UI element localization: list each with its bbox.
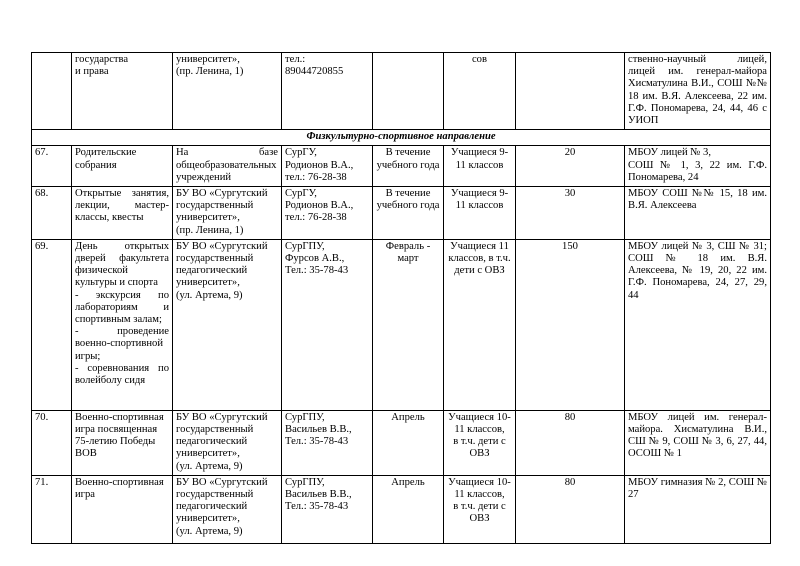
cell-event: День открытых дверей факультета физической культуры и спорта - экскурсия по лабораториям и спортивным залам; - проведение военно-спортивной игры; - соревнования по волейболу сидя [72,239,173,410]
cell-count: 30 [516,187,625,240]
cell-participants: Учащиеся 9-11 классов [444,146,516,187]
cell-place: БУ ВО «Сургутский государственный педагогический университет», (ул. Артема, 9) [173,475,282,543]
table-row [32,146,771,187]
cell-schools: МБОУ лицей № 3, СОШ № 1, 3, 22 им. Г.Ф. Пономарева, 24 [625,146,771,187]
cell-participants: Учащиеся 9-11 классов [444,187,516,240]
cell-schools: МБОУ лицей № 3, СШ № 31; СОШ № 18 им. В.Я. Алексеева, № 19, 20, 22 им. Г.Ф. Пономарева, 24, 27, 29, 44 [625,239,771,410]
cell-event: Военно-спортивная игра [72,475,173,543]
events-table [31,52,771,544]
cell-num: 71. [32,475,72,543]
cell-date: Апрель [373,475,444,543]
cell-event: Открытые занятия, лекции, мастер-классы, квесты [72,187,173,240]
cell-participants: Учащиеся 11 классов, в т.ч. дети с ОВЗ [444,239,516,410]
cell-count: 80 [516,410,625,475]
table-row [32,239,771,410]
cell-count: 150 [516,239,625,410]
cell-schools: ственно-научный лицей, лицей им. генерал-майора Хисматулина В.И., СОШ №№ 18 им. В.Я. Алексеева, 22 им. Г.Ф. Пономарева, 24, 44, 46 с УИОП [625,53,771,130]
cell-date: Февраль - март [373,239,444,410]
cell-place: университет», (пр. Ленина, 1) [173,53,282,130]
cell-count: 20 [516,146,625,187]
cell-date: Апрель [373,410,444,475]
cell-schools: МБОУ лицей им. генерал-майора. Хисматулина В.И., СШ № 9, СОШ № 3, 6, 27, 44, ОСОШ № 1 [625,410,771,475]
cell-num: 70. [32,410,72,475]
cell-date: В течение учебного года [373,187,444,240]
cell-event: Родительские собрания [72,146,173,187]
cell-event: государства и права [72,53,173,130]
cell-responsible: СурГПУ, Васильев В.В., Тел.: 35-78-43 [282,475,373,543]
table-row [32,475,771,543]
cell-num: 67. [32,146,72,187]
cell-responsible: тел.: 89044720855 [282,53,373,130]
cell-event: Военно-спортивная игра посвященная 75-летию Победы ВОВ [72,410,173,475]
cell-participants: сов [444,53,516,130]
cell-num: 68. [32,187,72,240]
cell-responsible: СурГПУ, Фурсов А.В., Тел.: 35-78-43 [282,239,373,410]
cell-num [32,53,72,130]
cell-count [516,53,625,130]
table-row [32,410,771,475]
table-row [32,187,771,240]
cell-responsible: СурГУ, Родионов В.А., тел.: 76-28-38 [282,146,373,187]
section-header-row [32,130,771,146]
cell-participants: Учащиеся 10-11 классов, в т.ч. дети с ОВЗ [444,475,516,543]
cell-responsible: СурГПУ, Васильев В.В., Тел.: 35-78-43 [282,410,373,475]
section-title: Физкультурно-спортивное направление [32,130,771,146]
cell-date [373,53,444,130]
table-row [32,53,771,130]
cell-place: На базе общеобразовательных учреждений [173,146,282,187]
cell-participants: Учащиеся 10-11 классов, в т.ч. дети с ОВЗ [444,410,516,475]
cell-num: 69. [32,239,72,410]
cell-place: БУ ВО «Сургутский государственный педагогический университет», (ул. Артема, 9) [173,410,282,475]
cell-responsible: СурГУ, Родионов В.А., тел.: 76-28-38 [282,187,373,240]
cell-place: БУ ВО «Сургутский государственный педагогический университет», (ул. Артема, 9) [173,239,282,410]
cell-place: БУ ВО «Сургутский государственный университет», (пр. Ленина, 1) [173,187,282,240]
cell-date: В течение учебного года [373,146,444,187]
cell-schools: МБОУ гимназия № 2, СОШ № 27 [625,475,771,543]
cell-count: 80 [516,475,625,543]
cell-schools: МБОУ СОШ №№ 15, 18 им. В.Я. Алексеева [625,187,771,240]
